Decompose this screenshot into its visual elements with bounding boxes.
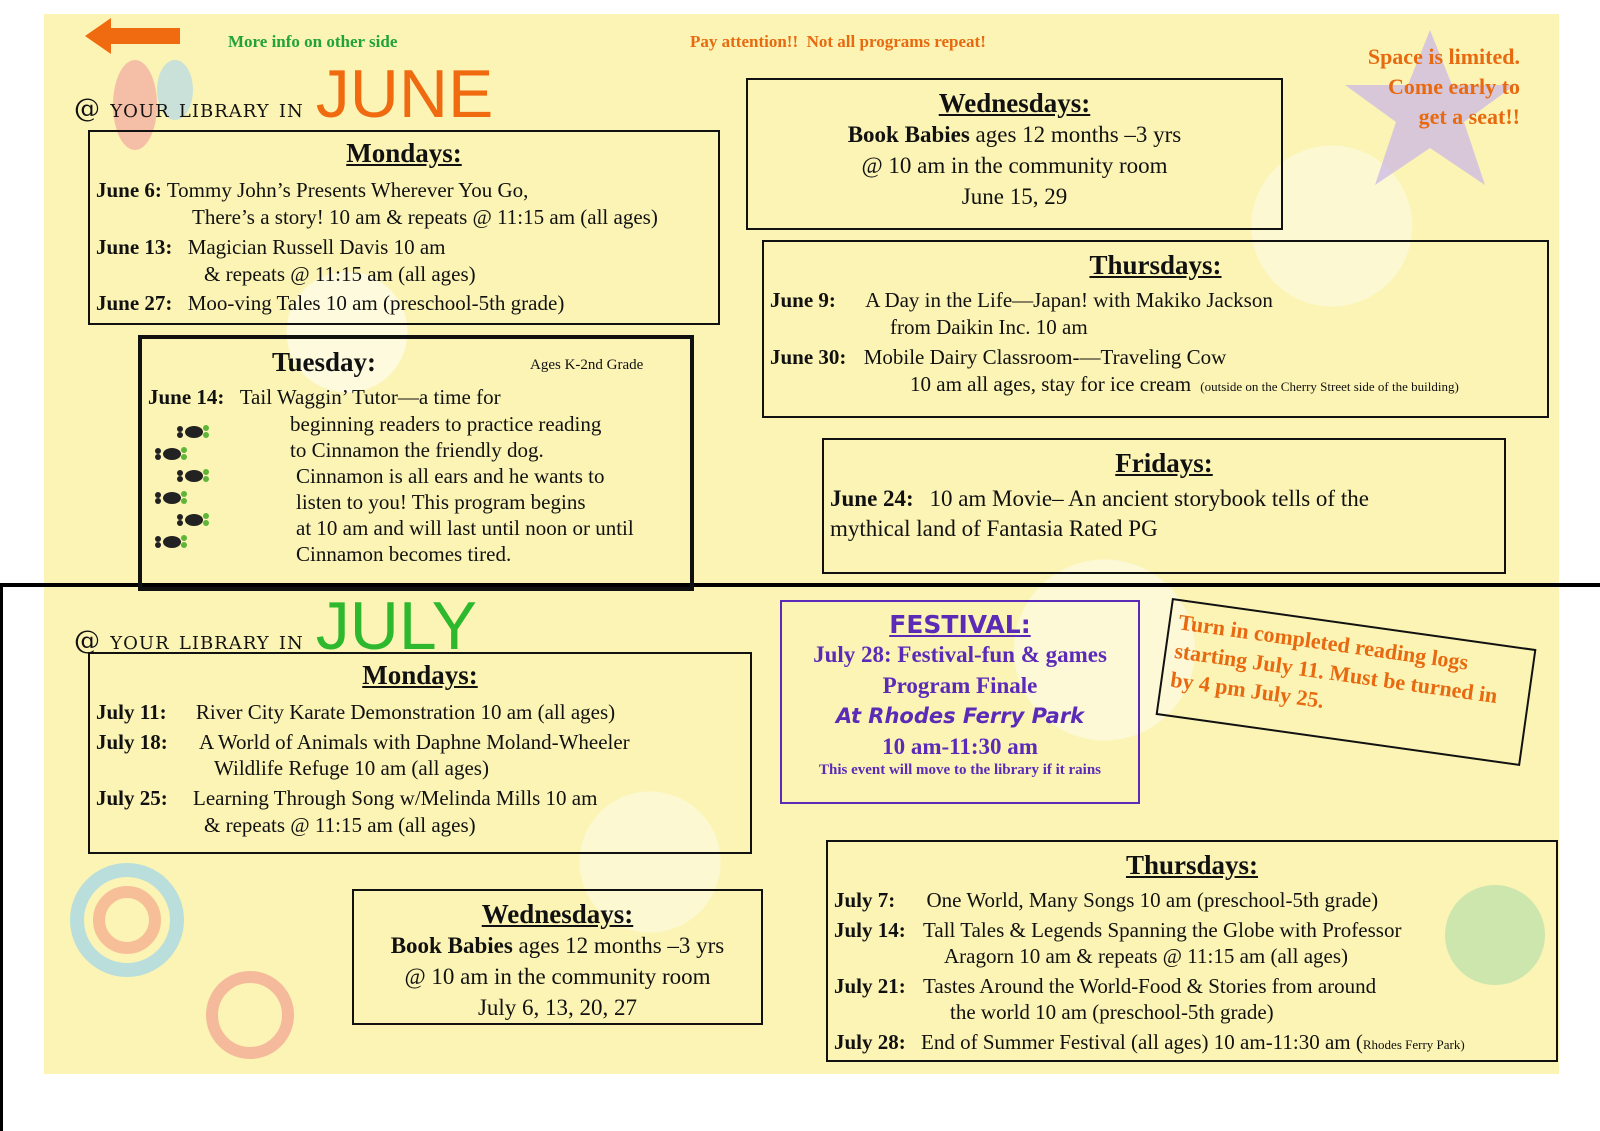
entry-text: Aragorn 10 am & repeats @ 11:15 am (all ages)	[944, 944, 1349, 968]
july-thursdays-heading: Thursdays:	[1125, 850, 1259, 880]
festival-line: July 28: Festival-fun & games	[813, 642, 1107, 667]
entry-text: End of Summer Festival (all ages) 10 am-11:30 am (	[921, 1030, 1363, 1054]
entry-text: Cinnamon is all ears and he wants to	[296, 464, 605, 488]
back-arrow-icon[interactable]	[85, 18, 180, 54]
june-mondays-heading: Mondays:	[346, 138, 462, 168]
entry-text: mythical land of Fantasia Rated PG	[830, 516, 1158, 541]
july-thursdays-entry	[834, 888, 1378, 913]
entry-text: One World, Many Songs 10 am (preschool-5th grade)	[926, 888, 1379, 912]
entry-text: Moo-ving Tales 10 am (preschool-5th grade)	[187, 291, 565, 315]
june-mondays-entry	[96, 178, 528, 203]
entry-date: July 11:	[96, 700, 167, 724]
june-header-label: @ your library in	[74, 94, 304, 124]
entry-date: July 18:	[96, 730, 168, 754]
program-ages: ages 12 months –3 yrs	[512, 933, 725, 958]
entry-text: Tastes Around the World-Food & Stories from around	[923, 974, 1377, 998]
gear-decoration	[62, 855, 192, 985]
june-fridays-entry	[830, 486, 1369, 512]
june-thursdays-entry	[770, 288, 1273, 313]
entry-date: June 30:	[770, 345, 847, 369]
july-mondays-entry	[96, 700, 615, 725]
paw-print-icon	[148, 533, 192, 549]
july-mondays-entry	[96, 786, 597, 811]
festival-time: 10 am-11:30 am	[882, 734, 1038, 759]
paw-print-icon	[170, 511, 214, 527]
entry-date: July 14:	[834, 918, 906, 942]
entry-date: June 14:	[148, 385, 225, 409]
entry-date: June 13:	[96, 235, 173, 259]
entry-text: Wildlife Refuge 10 am (all ages)	[214, 756, 489, 780]
june-month-word: JUNE	[315, 56, 494, 132]
more-info-note: More info on other side	[228, 32, 398, 51]
entry-note: Rhodes Ferry Park)	[1362, 1037, 1465, 1052]
july-wednesdays-title	[354, 930, 761, 961]
entry-date: July 7:	[834, 888, 896, 912]
program-ages: ages 12 months –3 yrs	[969, 122, 1182, 147]
entry-text: Cinnamon becomes tired.	[296, 542, 512, 566]
june-tuesday-ages: Ages K-2nd Grade	[530, 357, 644, 373]
entry-date: June 9:	[770, 288, 836, 312]
june-mondays-box	[88, 130, 720, 325]
entry-text: Tall Tales & Legends Spanning the Globe with Professor	[923, 918, 1402, 942]
june-thursdays-entry	[910, 372, 1459, 397]
june-thursdays-entry	[770, 345, 1226, 370]
entry-date: July 21:	[834, 974, 906, 998]
june-wednesdays-title	[748, 119, 1281, 150]
june-wednesdays-box	[746, 78, 1283, 230]
festival-line: Program Finale	[882, 673, 1038, 698]
july-month-word: JULY	[315, 588, 477, 664]
entry-text: the world 10 am (preschool-5th grade)	[950, 1000, 1274, 1024]
pay-attention-note: Pay attention!! Not all programs repeat!	[690, 32, 986, 51]
july-header-label: @ your library in	[74, 626, 304, 656]
july-mondays-box	[88, 652, 752, 854]
june-mondays-entry	[96, 291, 564, 316]
space-limited-line: get a seat!!	[1418, 104, 1520, 129]
festival-box	[780, 600, 1140, 804]
entry-text: There’s a story! 10 am & repeats @ 11:15 am (all ages)	[192, 205, 658, 229]
june-wednesdays-dates: June 15, 29	[961, 184, 1068, 209]
july-wednesdays-box	[352, 889, 763, 1025]
june-tuesday-heading: Tuesday:	[272, 347, 377, 377]
entry-date: July 28:	[834, 1030, 906, 1054]
entry-date: June 24:	[830, 486, 914, 511]
left-border	[0, 583, 3, 1131]
july-header	[74, 588, 477, 664]
entry-text: beginning readers to practice reading	[290, 412, 602, 436]
july-thursdays-entry	[834, 974, 1376, 999]
paw-print-icon	[148, 489, 192, 505]
paw-print-icon	[170, 423, 214, 439]
july-thursdays-entry	[834, 918, 1401, 943]
gear-decoration	[195, 960, 305, 1070]
festival-heading: FESTIVAL:	[889, 610, 1031, 639]
june-mondays-entry	[96, 235, 445, 260]
entry-text: at 10 am and will last until noon or until	[296, 516, 634, 540]
entry-text: & repeats @ 11:15 am (all ages)	[204, 262, 476, 286]
entry-text: Tail Waggin’ Tutor—a time for	[239, 385, 501, 409]
entry-text: Mobile Dairy Classroom-—Traveling Cow	[863, 345, 1227, 369]
space-limited-line: Come early to	[1388, 74, 1520, 99]
entry-text: Magician Russell Davis 10 am	[187, 235, 446, 259]
space-limited-note	[1290, 42, 1520, 132]
entry-text: & repeats @ 11:15 am (all ages)	[204, 813, 476, 837]
entry-text: listen to you! This program begins	[296, 490, 586, 514]
june-thursdays-box	[762, 240, 1549, 418]
paw-print-icon	[170, 467, 214, 483]
entry-note: (outside on the Cherry Street side of the building)	[1200, 379, 1459, 394]
july-wednesdays-heading: Wednesdays:	[481, 899, 634, 929]
june-fridays-heading: Fridays:	[1115, 448, 1213, 478]
entry-text: from Daikin Inc. 10 am	[890, 315, 1088, 339]
july-mondays-entry	[96, 730, 630, 755]
entry-date: June 6:	[96, 178, 162, 202]
festival-note: This event will move to the library if it rains	[818, 762, 1102, 778]
june-tuesday-box	[138, 335, 694, 591]
june-tuesday-entry	[148, 385, 501, 410]
entry-text: to Cinnamon the friendly dog.	[290, 438, 544, 462]
june-wednesdays-heading: Wednesdays:	[938, 88, 1091, 118]
entry-date: July 25:	[96, 786, 168, 810]
entry-text: 10 am all ages, stay for ice cream	[910, 372, 1192, 396]
paw-print-icon	[148, 445, 192, 461]
program-name: Book Babies	[847, 122, 970, 147]
entry-text: Tommy John’s Presents Wherever You Go,	[166, 178, 529, 202]
july-thursdays-entry	[834, 1030, 1465, 1055]
july-mondays-heading: Mondays:	[362, 660, 478, 690]
july-thursdays-box	[826, 840, 1558, 1062]
entry-text: River City Karate Demonstration 10 am (all ages)	[195, 700, 616, 724]
july-wednesdays-dates: July 6, 13, 20, 27	[477, 995, 638, 1020]
july-wednesdays-location: @ 10 am in the community room	[404, 964, 711, 989]
reading-logs-text: Turn in completed reading logs starting July 11. Must be turned in by 4 pm July 25.	[1168, 609, 1500, 713]
festival-location: At Rhodes Ferry Park	[835, 704, 1085, 728]
entry-text: A World of Animals with Daphne Moland-Wheeler	[199, 730, 630, 754]
entry-text: 10 am Movie– An ancient storybook tells of the	[929, 486, 1369, 511]
entry-text: Learning Through Song w/Melinda Mills 10 am	[193, 786, 598, 810]
entry-date: June 27:	[96, 291, 173, 315]
entry-text: A Day in the Life—Japan! with Makiko Jackson	[865, 288, 1273, 312]
june-thursdays-heading: Thursdays:	[1089, 250, 1222, 280]
june-wednesdays-location: @ 10 am in the community room	[861, 153, 1168, 178]
program-name: Book Babies	[390, 933, 513, 958]
space-limited-line: Space is limited.	[1367, 44, 1520, 69]
june-header	[74, 56, 494, 132]
june-fridays-box	[822, 438, 1506, 574]
